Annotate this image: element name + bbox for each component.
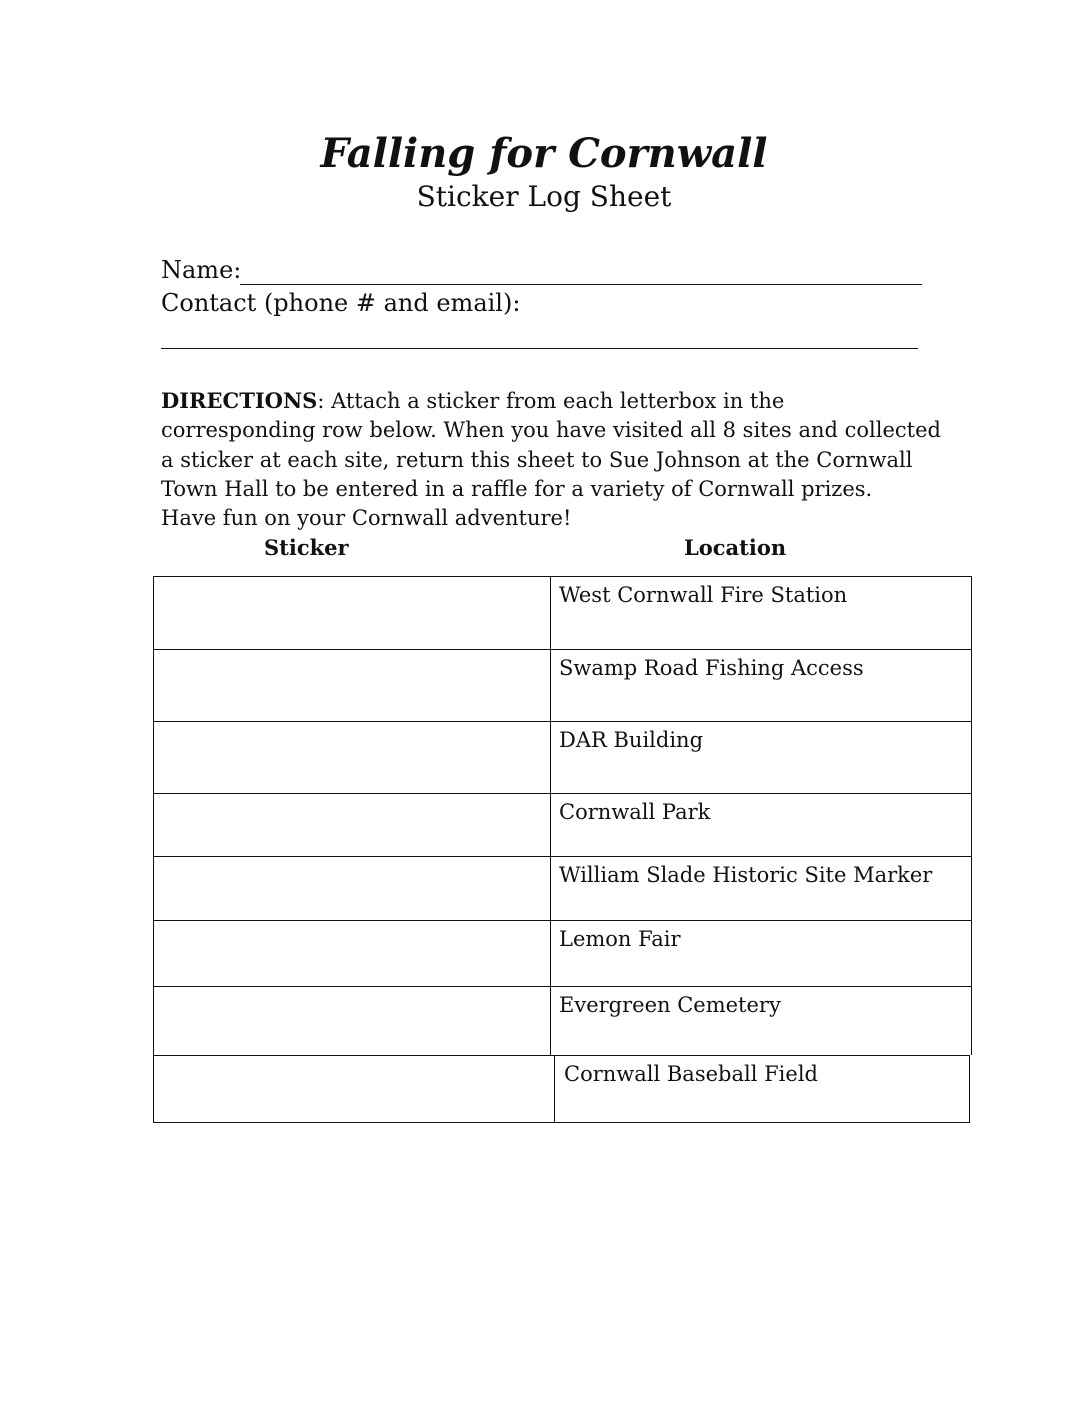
directions-closing: Have fun on your Cornwall adventure! <box>161 506 572 531</box>
sticker-cell[interactable] <box>154 857 551 920</box>
sticker-cell[interactable] <box>154 1056 555 1122</box>
sticker-column-header: Sticker <box>264 535 349 560</box>
location-column-header: Location <box>684 535 787 560</box>
name-blank-line[interactable] <box>240 284 922 285</box>
table-row <box>153 920 972 986</box>
location-cell: William Slade Historic Site Marker <box>559 863 933 887</box>
name-label: Name: <box>161 256 242 284</box>
sticker-cell[interactable] <box>154 921 551 986</box>
page-title: Falling for Cornwall <box>320 130 768 177</box>
contact-blank-line[interactable] <box>161 348 918 349</box>
sticker-cell[interactable] <box>154 794 551 856</box>
table-row <box>153 576 972 649</box>
table-row <box>153 721 972 793</box>
sticker-cell[interactable] <box>154 650 551 721</box>
page-subtitle: Sticker Log Sheet <box>416 180 672 213</box>
table-row <box>153 986 972 1055</box>
table-row <box>153 793 972 856</box>
location-cell: Lemon Fair <box>559 927 681 951</box>
location-cell: Cornwall Baseball Field <box>564 1062 818 1086</box>
location-cell: Evergreen Cemetery <box>559 993 781 1017</box>
directions-body: : Attach a sticker from each letterbox in the corresponding row below. When you have visited all 8 sites and collected a sticker at each site, return this sheet to Sue Johnson at the Cornwall Town Hall to be entered in a raffle for a variety of Cornwall prizes. <box>161 389 941 501</box>
location-cell: Cornwall Park <box>559 800 711 824</box>
contact-label: Contact (phone # and email): <box>161 289 521 317</box>
sticker-cell[interactable] <box>154 987 551 1055</box>
sticker-cell[interactable] <box>154 577 551 649</box>
directions-paragraph <box>161 386 941 533</box>
location-cell: DAR Building <box>559 728 704 752</box>
table-row <box>153 1055 970 1123</box>
sticker-cell[interactable] <box>154 722 551 793</box>
directions-lead: DIRECTIONS <box>161 388 318 413</box>
table-row <box>153 856 972 920</box>
location-cell: Swamp Road Fishing Access <box>559 656 864 680</box>
sticker-log-table <box>153 576 972 1123</box>
table-row <box>153 649 972 721</box>
location-cell: West Cornwall Fire Station <box>559 583 848 607</box>
